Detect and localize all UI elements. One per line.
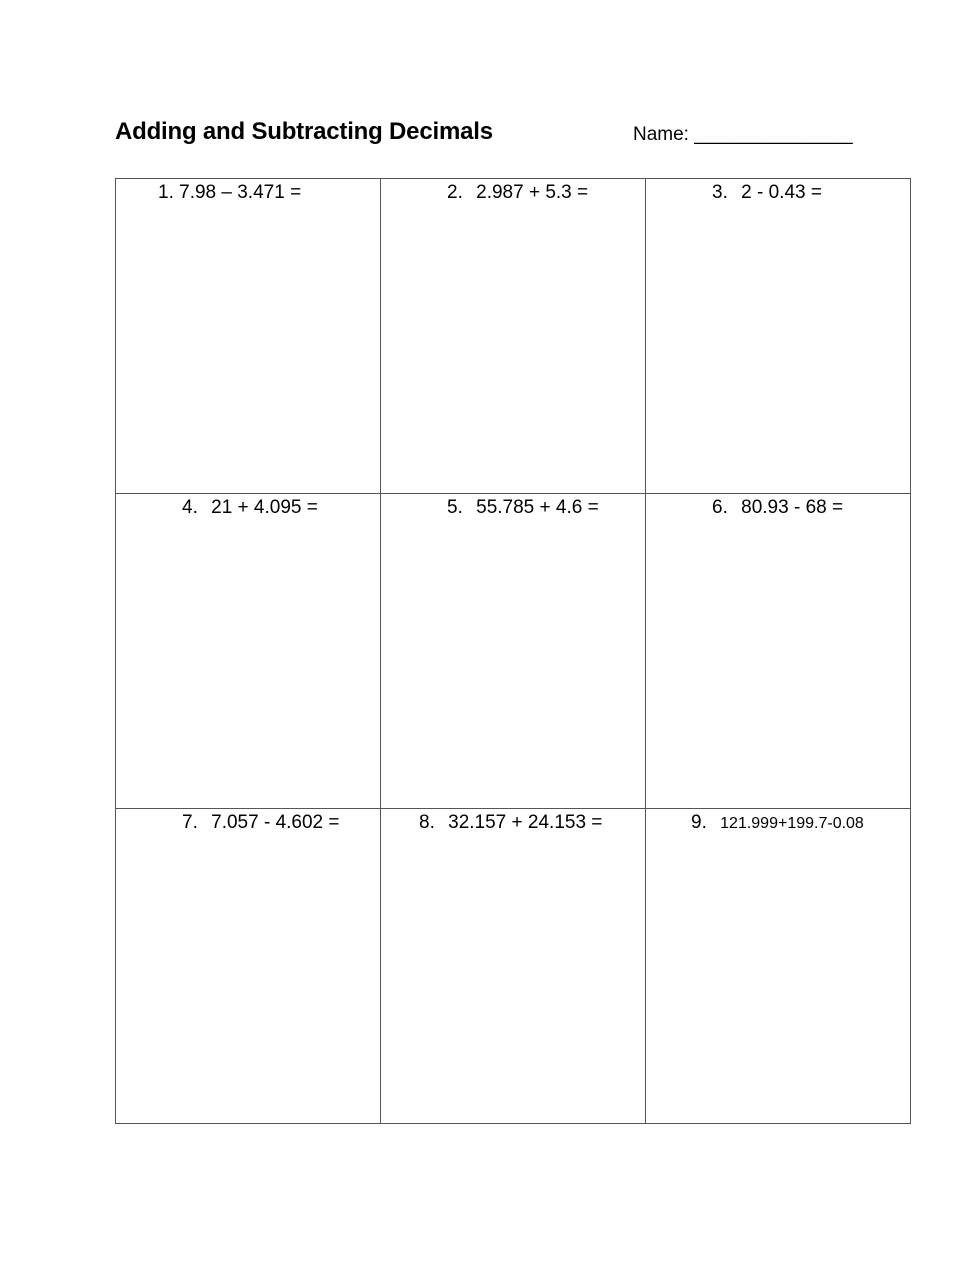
problem-number: 7.	[182, 812, 198, 833]
problem-cell-1[interactable]	[116, 179, 381, 494]
problem-cell-4[interactable]	[116, 494, 381, 809]
problem-cell-3[interactable]	[646, 179, 911, 494]
problem-cell-6[interactable]	[646, 494, 911, 809]
problem-number: 3.	[712, 182, 728, 203]
problem-7	[182, 812, 340, 834]
problem-row	[116, 494, 911, 809]
problem-cell-8[interactable]	[381, 809, 646, 1124]
problem-cell-7[interactable]	[116, 809, 381, 1124]
problem-expression: 121.999+199.7-0.08	[720, 815, 864, 832]
problem-6	[712, 497, 843, 519]
problem-cell-5[interactable]	[381, 494, 646, 809]
problem-number: 6.	[712, 497, 728, 518]
problem-expression: 7.98 – 3.471 =	[179, 182, 302, 203]
problem-number: 1.	[158, 182, 174, 203]
problem-expression: 2.987 + 5.3 =	[476, 182, 589, 203]
problem-number: 5.	[447, 497, 463, 518]
problem-expression: 32.157 + 24.153 =	[448, 812, 603, 833]
problem-3	[712, 182, 822, 204]
problem-number: 4.	[182, 497, 198, 518]
name-field-label[interactable]: Name: _______________	[633, 124, 853, 145]
worksheet-title: Adding and Subtracting Decimals	[115, 118, 493, 145]
problem-8	[419, 812, 602, 834]
problem-2	[447, 182, 588, 204]
problem-number: 2.	[447, 182, 463, 203]
problem-4	[182, 497, 318, 519]
problem-5	[447, 497, 599, 519]
problem-row	[116, 179, 911, 494]
problem-cell-2[interactable]	[381, 179, 646, 494]
problem-row	[116, 809, 911, 1124]
problem-9	[691, 812, 864, 834]
problem-number: 8.	[419, 812, 435, 833]
problem-number: 9.	[691, 812, 707, 833]
problem-expression: 55.785 + 4.6 =	[476, 497, 599, 518]
problem-expression: 21 + 4.095 =	[211, 497, 318, 518]
problem-expression: 7.057 - 4.602 =	[211, 812, 340, 833]
problem-1	[158, 182, 301, 204]
problem-grid	[115, 178, 911, 1124]
problem-expression: 80.93 - 68 =	[741, 497, 844, 518]
problem-expression: 2 - 0.43 =	[741, 182, 822, 203]
problem-cell-9[interactable]	[646, 809, 911, 1124]
